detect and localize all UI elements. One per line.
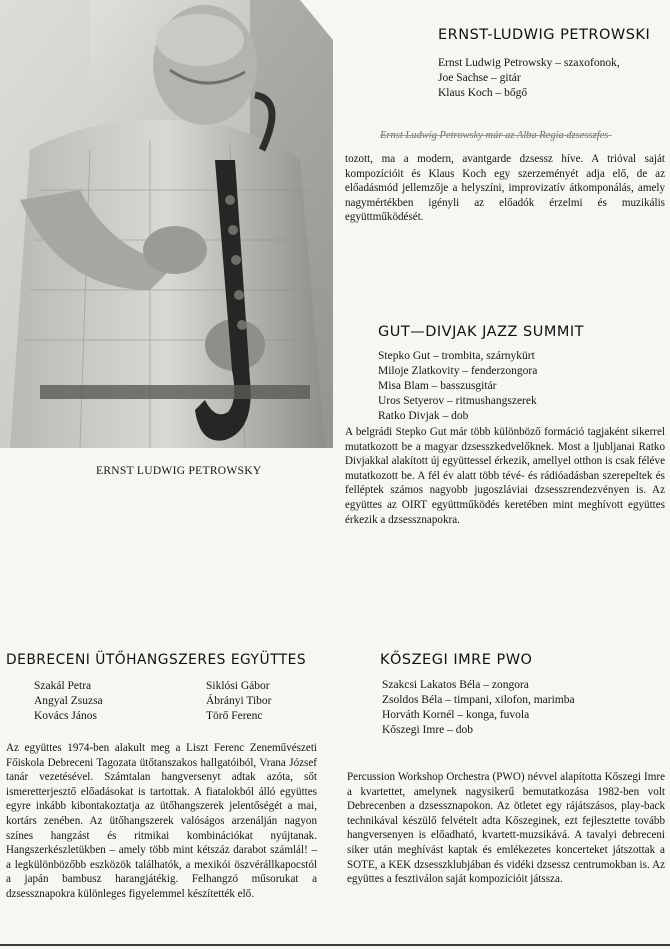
musician-photo — [0, 0, 333, 448]
body-petrowski: tozott, ma a modern, avantgarde dzsessz híve. A trióval saját kompozícióit és Klaus Koch egy szerzeményét adja elő, de az előadásmód jellemzője a helyszíni, improvizatív átkomponálás, amely nagymértékben igényli az előadók érzelmi és muzikális együttműködését. — [345, 153, 665, 224]
lineup-item: Misa Blam – basszusgitár — [378, 380, 497, 392]
member-name: Siklósi Gábor — [206, 680, 270, 692]
body-debreceni: Az együttes 1974-ben alakult meg a Liszt Ferenc Zeneművészeti Főiskola Debreceni Tagozata ütőtanszakos hallgatóiból, Vrana József tanár vezetésével. Számtalan hangversenyt adtak azóta, sőt ismeretterjesztő előadásokat is tartottak. A fiatalokból álló együttes egyre inkább kibontakoztatja az ütőhangszerek jelentőségét a mai, kortárs zenében. Az ütőhangszerek valóságos arzenálján nagyon színes hangzást és ritmikai kombinációkat nyújtanak. Hangszerkészletükben – amely több mint kétszáz darabot számlál! – a legkülönbözőbb eszközök találhatók, a mexikói öszvérállkapocstól a japán bambusz harangjátékig. Felhangzó műsorukat a dzsessznapokra különleges figyelemmel készítették elő. — [6, 742, 317, 900]
faded-text-line: Ernst Ludwig Petrowsky már az Alba Regia dzsesszfes- — [380, 130, 612, 141]
lineup-item: Stepko Gut – trombita, szárnykürt — [378, 350, 535, 362]
lineup-item: Ernst Ludwig Petrowsky – szaxofonok, — [438, 57, 620, 69]
lineup-item: Kőszegi Imre – dob — [382, 724, 474, 736]
lineup-koszegi — [382, 678, 575, 738]
body-gut-divjak: A belgrádi Stepko Gut már több különböző formáció tagjaként sikerrel mutatkozott be a magyar dzsesszkedvelőknek. Most a ljubljanai Ratko Divjakkal alakított új együttessel érkezik, amellyel otthon is csak féléve mutatkozott be. A fél év alatt több tévé- és rádióadásban szerepeltek és felléptek számos nagyobb jugoszláviai dzsesszrendezvényen is. Az együttes az OIRT együttműködés keretében mint meghívott együttes érkezik a dzsessznapokra. — [345, 426, 665, 526]
lineup-item: Miloje Zlatkovity – fenderzongora — [378, 365, 538, 377]
section-title-gut-divjak: GUT—DIVJAK JAZZ SUMMIT — [378, 324, 585, 340]
lineup-item: Horváth Kornél – konga, fuvola — [382, 709, 530, 721]
lineup-item: Szakcsi Lakatos Béla – zongora — [382, 679, 529, 691]
member-name: Angyal Zsuzsa — [34, 695, 103, 707]
bottom-rule — [0, 944, 670, 946]
member-name: Kovács János — [34, 710, 97, 722]
section-title-debreceni: DEBRECENI ÜTŐHANGSZERES EGYÜTTES — [6, 652, 307, 668]
lineup-gut-divjak — [378, 349, 537, 424]
body-koszegi: Percussion Workshop Orchestra (PWO) névvel alapította Kőszegi Imre a kvartettet, amelynek nagysikerű bemutatkozása 1982-ben volt Debrecenben a dzsessznapokon. Az ötletet egy rájátszásos, play-back technikával készülő felvételt adta Kőszeginek, ezt fejlesztette tovább hangversenyen is előadható, kvartett-muzsikává. A tavalyi debreceni siker után meghívást kaptak és emlékezetes koncerteket játszottak a SOTE, a KEK dzsesszklubjában és vidéki dzsessz centrumokban is. Az együttes a fesztiválon saját kompozícióit játssza. — [347, 771, 665, 886]
member-name: Törő Ferenc — [206, 710, 263, 722]
member-name: Ábrányi Tibor — [206, 695, 272, 707]
lineup-item: Uros Setyerov – ritmushangszerek — [378, 395, 537, 407]
lineup-item: Ratko Divjak – dob — [378, 410, 469, 422]
lineup-item: Klaus Koch – bőgő — [438, 87, 528, 99]
saxophonist-illustration — [0, 0, 333, 448]
lineup-item: Joe Sachse – gitár — [438, 72, 521, 84]
section-title-petrowski: ERNST-LUDWIG PETROWSKI — [438, 27, 651, 43]
lineup-petrowski — [438, 56, 620, 101]
section-title-koszegi: KŐSZEGI IMRE PWO — [380, 652, 533, 668]
members-column-2 — [206, 679, 272, 724]
member-name: Szakál Petra — [34, 680, 92, 692]
lineup-item: Zsoldos Béla – timpani, xilofon, marimba — [382, 694, 575, 706]
members-column-1 — [34, 679, 103, 724]
photo-caption: ERNST LUDWIG PETROWSKY — [96, 465, 262, 477]
